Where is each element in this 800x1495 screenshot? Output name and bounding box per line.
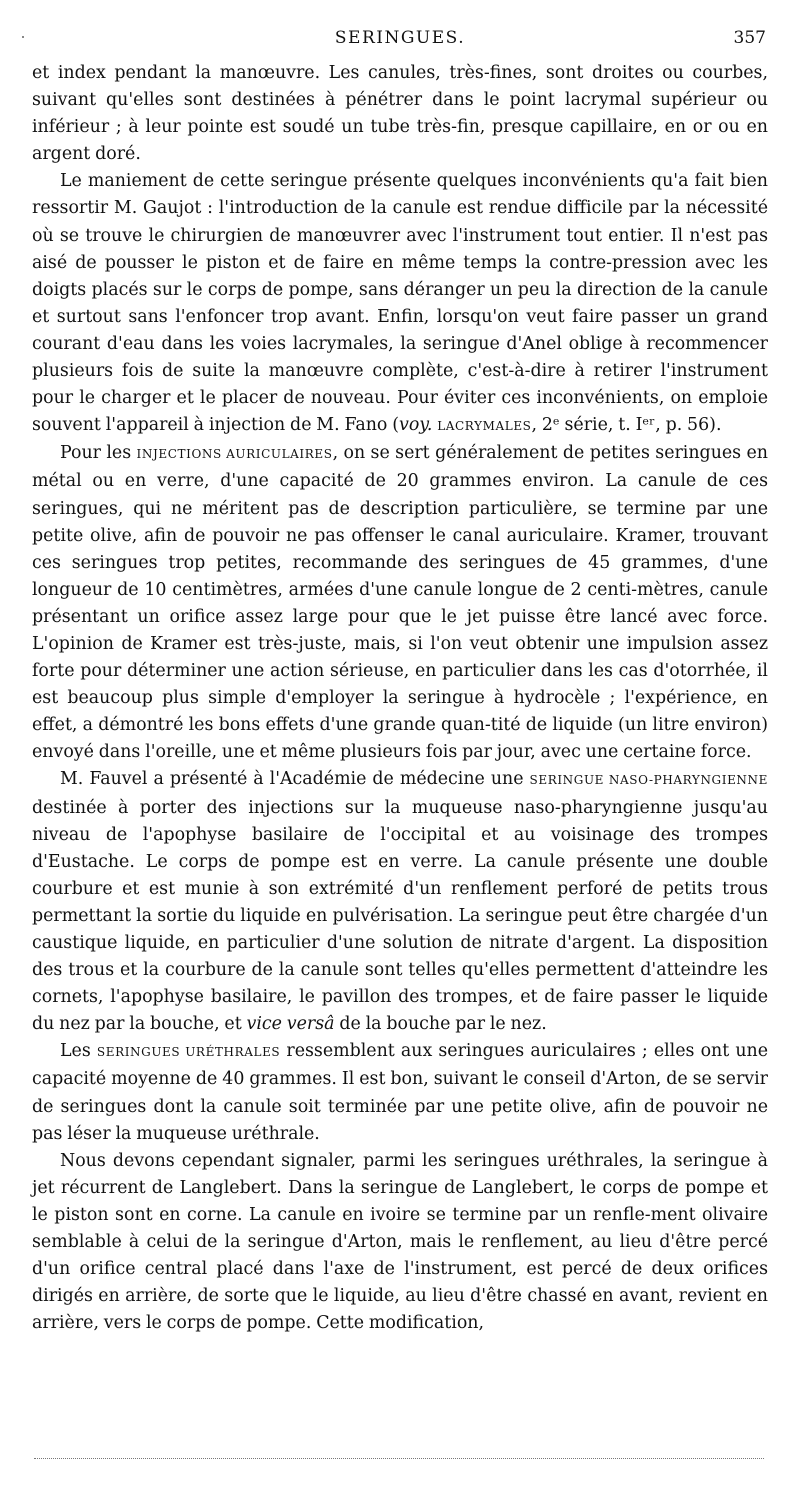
text-run: ressemblent aux seringues auriculaires ; elles ont une capacité moyenne de 40 grammes. Il est bon, suivant le conseil d'Arton, de se servir de seringues dont la canule soit terminée par une petite olive, afin de pouvoir ne pas léser la muqueuse uréthrale. — [32, 1041, 769, 1144]
paragraph-p6 — [32, 1148, 768, 1338]
smallcaps-text: LACRYMALES — [437, 419, 532, 434]
print-speck — [22, 36, 24, 38]
text-run: , 2ᵉ série, t. Iᵉʳ, p. 56). — [531, 415, 722, 436]
text-run: Les — [60, 1041, 97, 1062]
text-run: destinée à porter des injections sur la muqueuse naso-pharyngienne jusqu'au niveau de l'apophyse basilaire de l'occipital et au voisinage des trompes d'Eustache. Le corps de pompe est en verre. La canule présente une double courbure et est munie à son extrémité d'un renflement perforé de petits trous permettant la sortie du liquide en pulvérisation. La seringue peut être chargée d'un caustique liquide, en particulier d'une solution de nitrate d'argent. La disposition des trous et la courbure de la canule sont telles qu'elles permettent d'atteindre les cornets, l'apophyse basilaire, le pavillon des trompes, et de faire passer le liquide du nez par la bouche, et — [32, 797, 768, 1035]
text-run: Le maniement de cette seringue présente quelques inconvénients qu'a fait bien ressortir M. Gaujot : l'introduction de la canule est rendue difficile par la nécessité où se trouve le chirurgien de manœuvrer avec l'instrument tout entier. Il n'est pas aisé de pousser le piston et de faire en même temps la contre-pression avec les doigts placés sur le corps de pompe, sans déranger un peu la direction de la canule et surtout sans l'enfoncer trop avant. Enfin, lorsqu'on veut faire passer un grand courant d'eau dans les voies lacrymales, la seringue d'Anel oblige à recommencer plusieurs fois de suite la manœuvre complète, c'est-à-dire à retirer l'instrument pour le charger et le placer de nouveau. Pour éviter ces inconvénients, on emploie souvent l'appareil à injection de M. Fano ( — [32, 171, 768, 436]
body-text — [32, 60, 768, 1337]
smallcaps-text: SERINGUE NASO-PHARYNGIENNE — [529, 773, 768, 788]
book-page — [32, 28, 768, 1337]
smallcaps-text: INJECTIONS AURICULAIRES — [136, 447, 333, 462]
running-title: SERINGUES. — [334, 28, 466, 48]
text-run: , on se sert généralement de petites seringues en métal ou en verre, d'une capacité de 20 grammes environ. La canule de ces seringues, qui ne méritent pas de description particulière, se termine par une petite olive, afin de pouvoir ne pas offenser le canal auriculaire. Kramer, trouvant ces seringues trop petites, recommande des seringues de 45 grammes, d'une longueur de 10 centimètres, armées d'une canule longue de 2 centi-mètres, canule présentant un orifice assez large pour que le jet puisse être lancé avec force. L'opinion de Kramer est très-juste, mais, si l'on veut obtenir une impulsion assez forte pour déterminer une action sérieuse, en particulier dans les cas d'otorrhée, il est beaucoup plus simple d'employer la seringue à hydrocèle ; l'expérience, en effet, a démontré les bons effets d'une grande quan-tité de liquide (un litre environ) envoyé dans l'oreille, une et même plusieurs fois par jour, avec une certaine force. — [32, 443, 768, 763]
footer-dotted-rule — [34, 1458, 764, 1461]
paragraph-p4 — [32, 766, 768, 1038]
paragraph-p2 — [32, 168, 768, 440]
paragraph-p5 — [32, 1038, 768, 1147]
text-run: de la bouche par le nez. — [334, 1014, 547, 1035]
italic-text: voy. — [399, 415, 433, 436]
page-number: 357 — [733, 28, 766, 48]
italic-text: vice versâ — [246, 1014, 335, 1035]
text-run: Nous devons cependant signaler, parmi les seringues uréthrales, la seringue à jet récurrent de Langlebert. Dans la seringue de Langlebert, le corps de pompe et le piston sont en corne. La canule en ivoire se termine par un renfle-ment olivaire semblable à celui de la seringue d'Arton, mais le renflement, au lieu d'être percé d'un orifice central placé dans l'axe de l'instrument, est percé de deux orifices dirigés en arrière, de sorte que le liquide, au lieu d'être chassé en avant, revient en arrière, vers le corps de pompe. Cette modification, — [32, 1150, 768, 1334]
text-run: et index pendant la manœuvre. Les canules, très-fines, sont droites ou courbes, suivant qu'elles sont destinées à pénétrer dans le point lacrymal supérieur ou inférieur ; à leur pointe est soudé un tube très-fin, presque capillaire, en or ou en argent doré. — [32, 63, 768, 165]
text-run: M. Fauvel a présenté à l'Académie de médecine une — [60, 769, 530, 790]
running-header — [32, 28, 768, 54]
smallcaps-text: SERINGUES URÉTHRALES — [96, 1045, 281, 1060]
text-run: Pour les — [60, 443, 137, 464]
paragraph-p3 — [32, 440, 768, 766]
paragraph-p1 — [32, 60, 768, 168]
